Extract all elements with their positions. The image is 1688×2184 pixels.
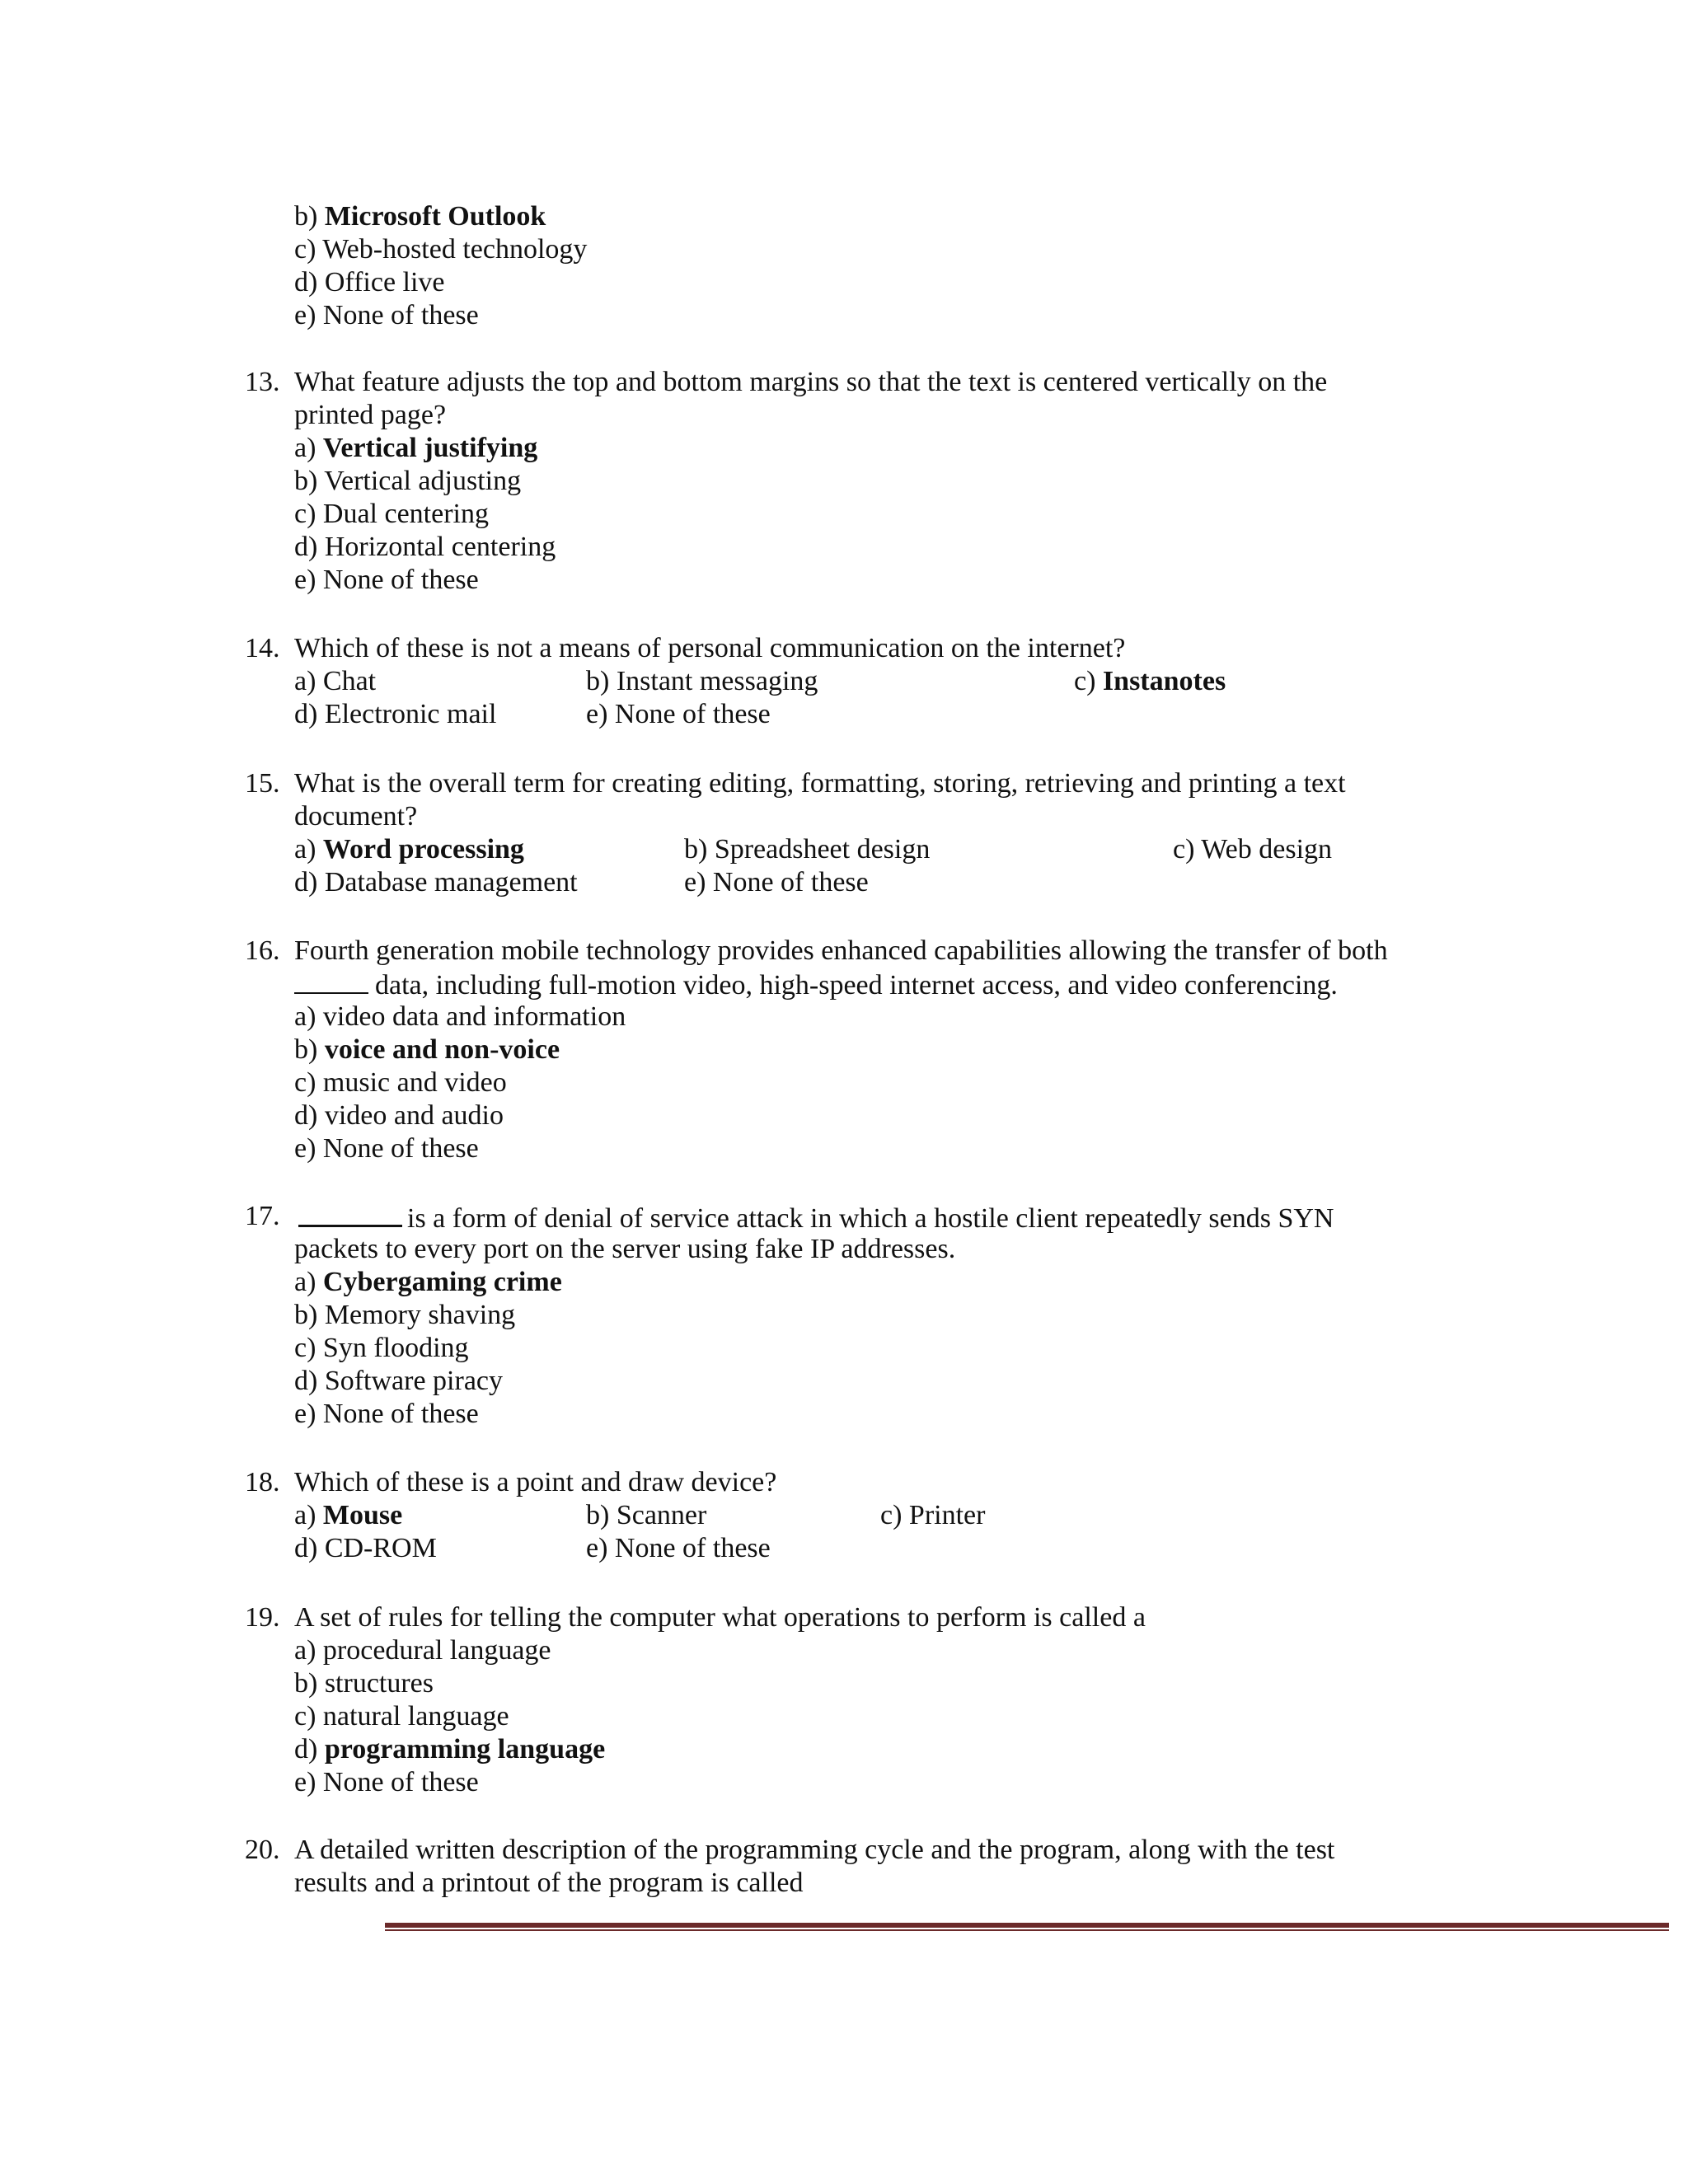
q12-option-c: c) Web-hosted technology [294,234,588,265]
q19-question-line1: A set of rules for telling the computer what operations to perform is called a [294,1602,1146,1633]
q15-question-line2: document? [294,801,418,832]
q19-option-d [294,1733,605,1766]
correct-answer: Instanotes [1102,666,1226,696]
q14-option-c [1074,665,1226,698]
q13-option-b: b) Vertical adjusting [294,466,522,496]
correct-answer: Vertical justifying [322,433,538,463]
q14-number: 14. [245,633,280,663]
q16-option-d: d) video and audio [294,1100,504,1131]
q18-question-line1: Which of these is a point and draw device? [294,1467,777,1497]
q15-option-a [294,833,524,866]
fill-in-blank [298,1200,402,1227]
q13-option-e: e) None of these [294,565,479,595]
q18-option-d: d) CD-ROM [294,1533,437,1563]
option-prefix: a) [294,1267,323,1297]
q16-option-a: a) video data and information [294,1001,626,1032]
q15-option-b: b) Spreadsheet design [684,834,931,865]
q14-question-line1: Which of these is not a means of personal communication on the internet? [294,633,1126,663]
q17-option-a [294,1266,562,1299]
q17-number: 17. [245,1201,280,1231]
q18-option-c: c) Printer [880,1500,986,1530]
q17-option-b: b) Memory shaving [294,1300,516,1330]
q14-option-d: d) Electronic mail [294,699,497,729]
option-prefix: c) [1074,666,1103,696]
q16-question-line1: Fourth generation mobile technology provides enhanced capabilities allowing the transfer of both [294,935,1388,966]
option-prefix: b) [294,1034,325,1065]
q16-option-b [294,1033,560,1066]
q15-number: 15. [245,768,280,799]
q16-question-line2 [294,968,1338,1002]
q13-question-line2: printed page? [294,400,447,430]
q19-number: 19. [245,1602,280,1633]
option-prefix: a) [294,1500,323,1530]
q20-number: 20. [245,1835,280,1865]
correct-answer: Mouse [322,1500,403,1530]
q16-number: 16. [245,935,280,966]
q18-option-b: b) Scanner [586,1500,707,1530]
q12-option-b [294,200,546,233]
q13-option-a [294,432,537,465]
q13-question-line1: What feature adjusts the top and bottom margins so that the text is centered vertically on the [294,367,1328,397]
q12-option-d: d) Office live [294,267,445,298]
q16-option-c: c) music and video [294,1067,507,1098]
q19-option-e: e) None of these [294,1767,479,1797]
fill-in-blank [294,968,368,994]
q13-option-c: c) Dual centering [294,499,489,529]
q17-option-e: e) None of these [294,1399,479,1429]
q18-option-e: e) None of these [586,1533,771,1563]
q20-question-line1: A detailed written description of the programming cycle and the program, along with the test [294,1835,1335,1865]
option-prefix: b) [294,201,325,232]
q19-option-b: b) structures [294,1668,434,1699]
correct-answer: voice and non-voice [324,1034,560,1065]
q15-option-d: d) Database management [294,867,578,898]
q17-question-line1 [298,1200,1334,1235]
footer-divider [385,1923,1669,1933]
q17-question-line2: packets to every port on the server using fake IP addresses. [294,1234,956,1264]
correct-answer: Cybergaming crime [322,1267,562,1297]
footer-divider-thick [385,1923,1669,1928]
question-text: is a form of denial of service attack in which a hostile client repeatedly sends SYN [407,1203,1334,1234]
footer-divider-thin [385,1929,1669,1931]
q14-option-b: b) Instant messaging [586,666,818,696]
q18-option-a [294,1499,402,1532]
q13-option-d: d) Horizontal centering [294,532,556,562]
question-text: data, including full-motion video, high-speed internet access, and video conferencing. [375,970,1338,1001]
q15-option-c: c) Web design [1173,834,1333,865]
option-prefix: d) [294,1734,325,1765]
q16-option-e: e) None of these [294,1133,479,1164]
option-prefix: a) [294,834,323,865]
q18-number: 18. [245,1467,280,1497]
q15-option-e: e) None of these [684,867,869,898]
q17-option-d: d) Software piracy [294,1366,504,1396]
correct-answer: programming language [324,1734,606,1765]
q17-option-c: c) Syn flooding [294,1333,469,1363]
q15-question-line1: What is the overall term for creating editing, formatting, storing, retrieving and printing a text [294,768,1346,799]
q14-option-e: e) None of these [586,699,771,729]
correct-answer: Microsoft Outlook [324,201,546,232]
q13-number: 13. [245,367,280,397]
q12-option-e: e) None of these [294,300,479,330]
q14-option-a: a) Chat [294,666,377,696]
q20-question-line2: results and a printout of the program is called [294,1868,804,1898]
q19-option-a: a) procedural language [294,1635,551,1666]
q19-option-c: c) natural language [294,1701,509,1732]
correct-answer: Word processing [322,834,524,865]
option-prefix: a) [294,433,323,463]
